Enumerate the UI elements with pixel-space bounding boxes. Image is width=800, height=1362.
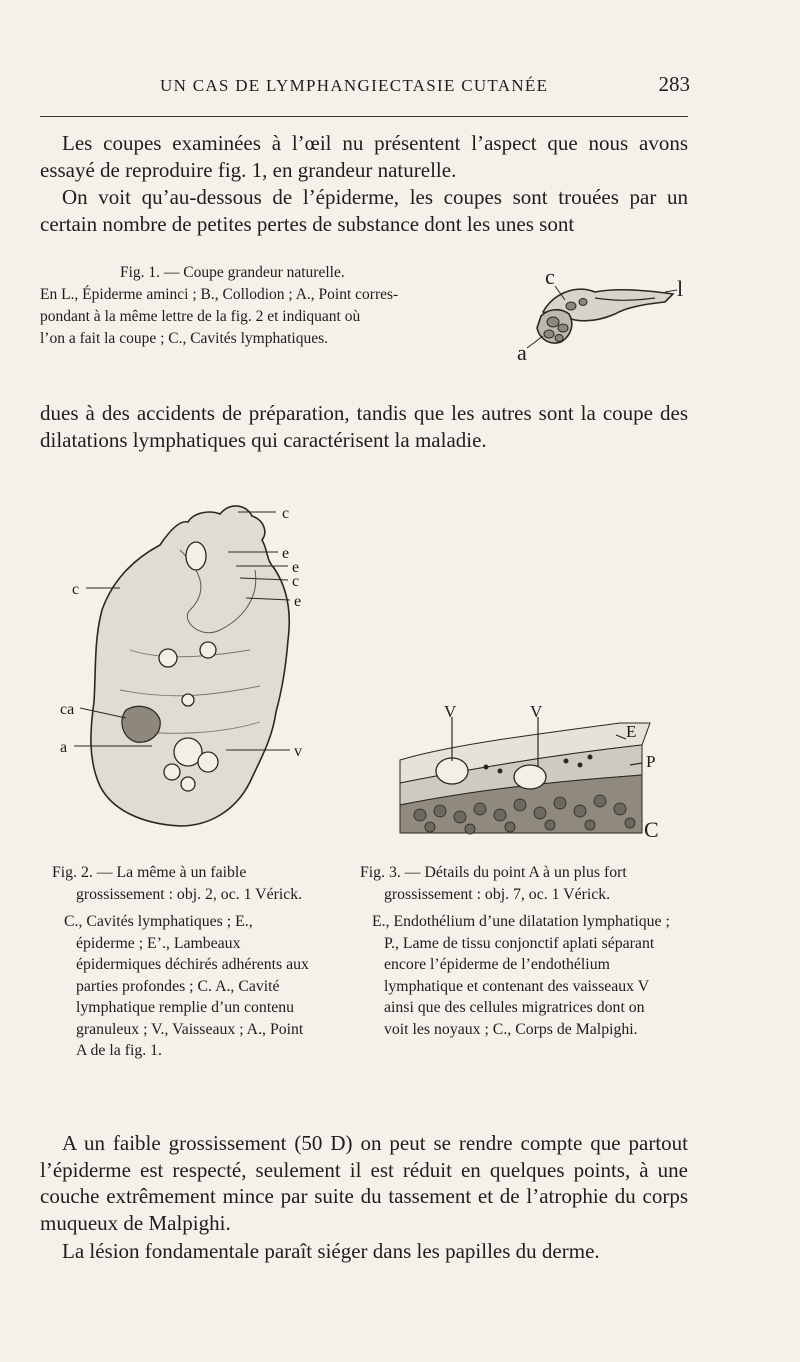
fig3-label-v1: V [444, 702, 457, 721]
fig1-label-l: l [677, 276, 684, 301]
fig1-drawing [505, 262, 690, 372]
fig3-caption-body: E., Endothélium d’une dilatation lymphatique ; P., Lame de tissu conjonctif aplati séparant encore l’épiderme de l’endothélium lymphatique et contenant des vaisseaux V ainsi que des cellules migratrices dont on voit les noyaux ; C., Corps de Malpighi. [372, 913, 670, 1038]
fig3-label-E: E [626, 722, 637, 741]
fig2-label-c-mid: c [292, 573, 300, 590]
fig2-label-e1: e [282, 545, 290, 562]
fig3-drawing [390, 702, 680, 842]
running-header [40, 72, 690, 102]
fig1-caption-line: pondant à la même lettre de la fig. 2 et indiquant où [40, 308, 361, 325]
fig1-caption-line: En L., Épiderme aminci ; B., Collodion ; A., Point corres- [40, 286, 399, 303]
fig2-label-c-left: c [72, 581, 80, 598]
fig2-drawing [60, 490, 320, 835]
fig2-label-ca: ca [60, 701, 75, 718]
fig2-caption [52, 862, 312, 1062]
fig3-caption [360, 862, 672, 1040]
fig1-label-c: c [545, 264, 555, 289]
fig1-label-a: a [517, 340, 527, 365]
fig2-caption-body: C., Cavités lymphatiques ; E., épiderme ; E’., Lambeaux épidermiques déchirés adhérents aux parties profondes ; C. A., Cavité lymphatique remplie d’un contenu granuleux ; V., Vaisseaux ; A., Point A de la fig. 1. [64, 913, 309, 1059]
paragraph-3: dues à des accidents de préparation, tandis que les autres sont la coupe des dilatations lymphatiques qui caractérisent la maladie. [40, 401, 688, 452]
fig2-label-a: a [60, 739, 68, 756]
fig1-caption [40, 262, 480, 350]
fig1-caption-line: l’on a fait la coupe ; C., Cavités lymphatiques. [40, 330, 328, 347]
fig2-label-e2: e [292, 559, 300, 576]
fig3-label-P: P [646, 752, 656, 771]
fig2-caption-title: Fig. 2. — La même à un faible grossissement : obj. 2, oc. 1 Vérick. [52, 864, 303, 903]
fig1-caption-title: Fig. 1. — Coupe grandeur naturelle. [120, 264, 345, 281]
fig3-label-C: C [644, 817, 659, 842]
header-rule [40, 116, 688, 117]
running-title: UN CAS DE LYMPHANGIECTASIE CUTANÉE [160, 76, 549, 95]
paragraph-2: On voit qu’au-dessous de l’épiderme, les coupes sont trouées par un certain nombre de petites pertes de substance dont les unes sont [40, 185, 688, 236]
paragraph-4: A un faible grossissement (50 D) on peut se rendre compte que partout l’épiderme est respecté, seulement il est réduit en quelques points, à une couche extrêmement mince par suite du tassement et de l’atrophie du corps muqueux de Malpighi. [40, 1131, 688, 1235]
page-number: 283 [658, 72, 690, 96]
paragraph-5: La lésion fondamentale paraît siéger dans les papilles du derme. [62, 1239, 600, 1263]
fig2-label-v: v [294, 743, 302, 760]
paragraph-1: Les coupes examinées à l’œil nu présentent l’aspect que nous avons essayé de reproduire fig. 1, en grandeur naturelle. [40, 131, 688, 182]
fig2-label-c-top: c [282, 505, 290, 522]
fig3-label-v2: V [530, 702, 543, 721]
fig3-caption-title: Fig. 3. — Détails du point A à un plus fort grossissement : obj. 7, oc. 1 Vérick. [360, 864, 627, 903]
fig2-label-e3: e [294, 593, 302, 610]
